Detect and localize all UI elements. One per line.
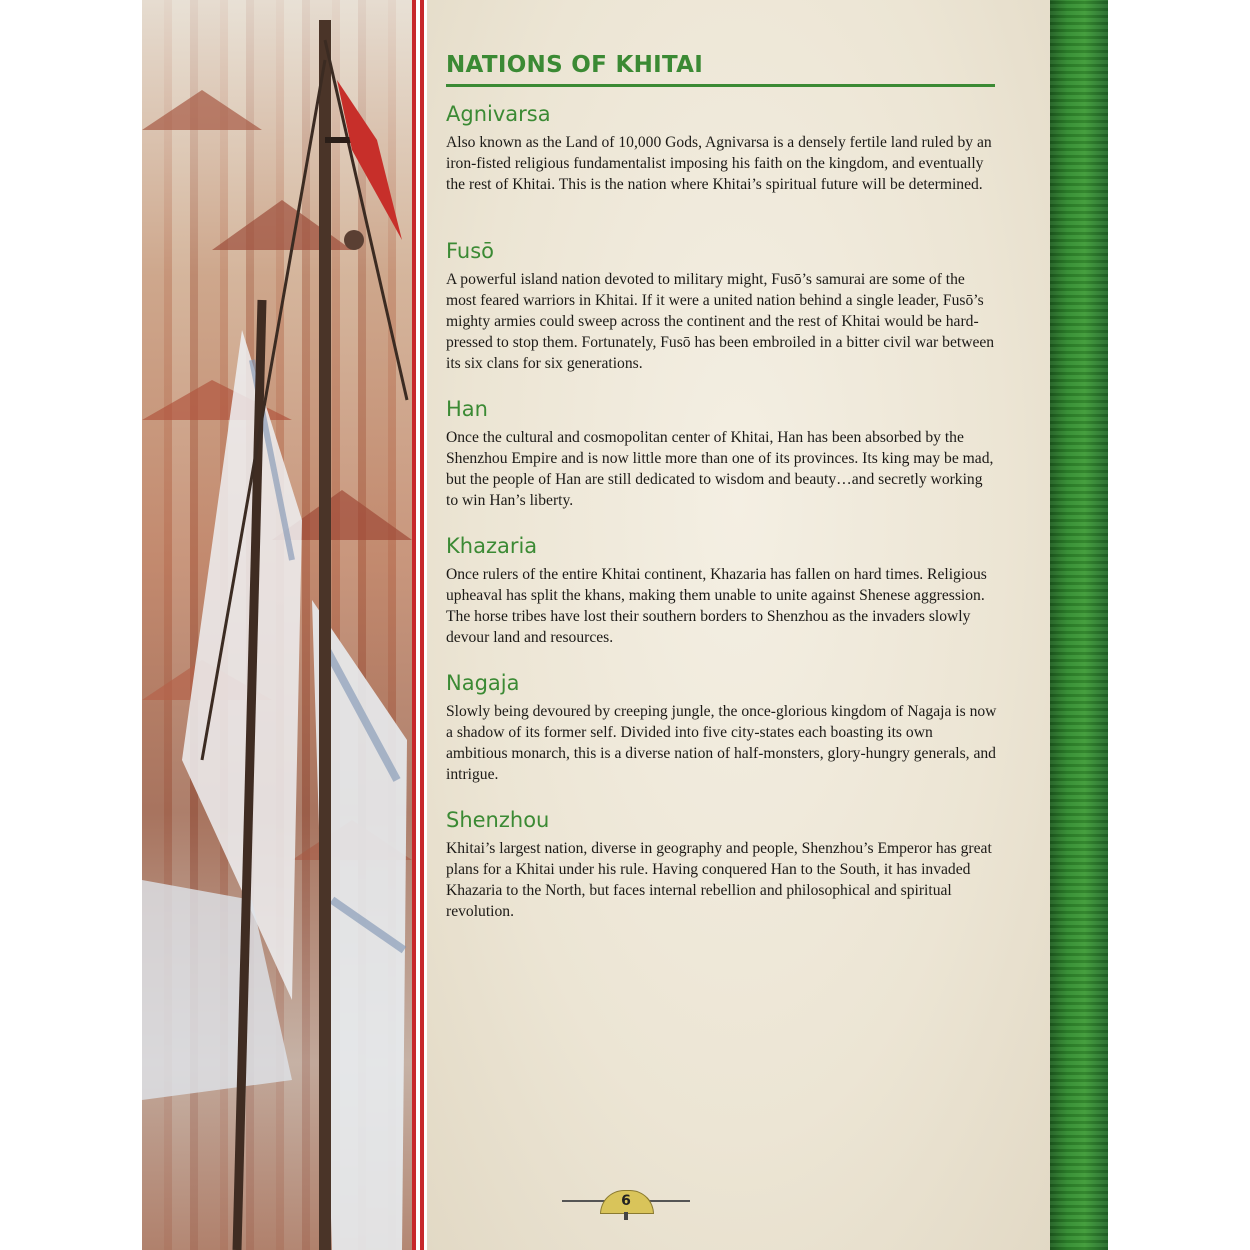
- red-border-rule: [420, 0, 424, 1250]
- section-body: A powerful island nation devoted to military might, Fusō’s samurai are some of the most feared warriors in Khitai. If it were a united nation behind a single leader, Fusō’s mighty armies could sweep across the continent and the rest of Khitai would be hard-pressed to stop them. Fortunately, Fusō has been embroiled in a bitter civil war between its six clans for six generations.: [446, 271, 995, 372]
- mast-and-sails-image: [142, 0, 412, 1250]
- section-han: [446, 395, 998, 511]
- red-border-rule: [412, 0, 416, 1250]
- section-nagaja: [446, 669, 998, 785]
- harbor-town-illustration: [142, 0, 412, 1250]
- page-number: 6: [621, 1193, 631, 1209]
- section-heading: Khazaria: [446, 534, 538, 558]
- section-heading: Nagaja: [446, 671, 520, 695]
- section-heading: Han: [446, 397, 488, 421]
- page-title: NATIONS OF KHITAI: [446, 52, 704, 78]
- section-khazaria: [446, 532, 998, 648]
- section-body: Also known as the Land of 10,000 Gods, Agnivarsa is a densely fertile land ruled by an iron-fisted religious fundamentalist imposing his faith on the kingdom, and eventually the rest of Khitai. This is the nation where Khitai’s spiritual future will be determined.: [446, 134, 992, 193]
- fan-stem: [624, 1212, 628, 1220]
- section-heading: Fusō: [446, 239, 495, 263]
- section-body: Once the cultural and cosmopolitan center of Khitai, Han has been absorbed by the Shenzhou Empire and is now little more than one of its provinces. Its king may be mad, but the people of Han are still dedicated to wisdom and beauty…and secretly working to win Han’s liberty.: [446, 429, 994, 509]
- section-shenzhou: [446, 806, 998, 922]
- section-fuso: [446, 237, 998, 374]
- green-page-edge: [1050, 0, 1108, 1250]
- title-underline: [446, 84, 995, 87]
- section-heading: Shenzhou: [446, 808, 550, 832]
- section-body: Khitai’s largest nation, diverse in geography and people, Shenzhou’s Emperor has great plans for a Khitai under his rule. Having conquered Han to the South, it has invaded Khazaria to the North, but faces internal rebellion and philosophical and spiritual revolution.: [446, 840, 992, 920]
- section-body: Slowly being devoured by creeping jungle, the once-glorious kingdom of Nagaja is now a shadow of its former self. Divided into five city-states each boasting its own ambitious monarch, this is a diverse nation of half-monsters, glory-hungry generals, and intrigue.: [446, 703, 997, 783]
- section-agnivarsa: [446, 100, 998, 195]
- page-number-ornament: [562, 1190, 690, 1214]
- section-heading: Agnivarsa: [446, 102, 551, 126]
- section-body: Once rulers of the entire Khitai continent, Khazaria has fallen on hard times. Religious upheaval has split the khans, making them unable to unite against Shenese aggression. The horse tribes have lost their southern borders to Shenzhou as the invaders slowly devour land and resources.: [446, 566, 987, 646]
